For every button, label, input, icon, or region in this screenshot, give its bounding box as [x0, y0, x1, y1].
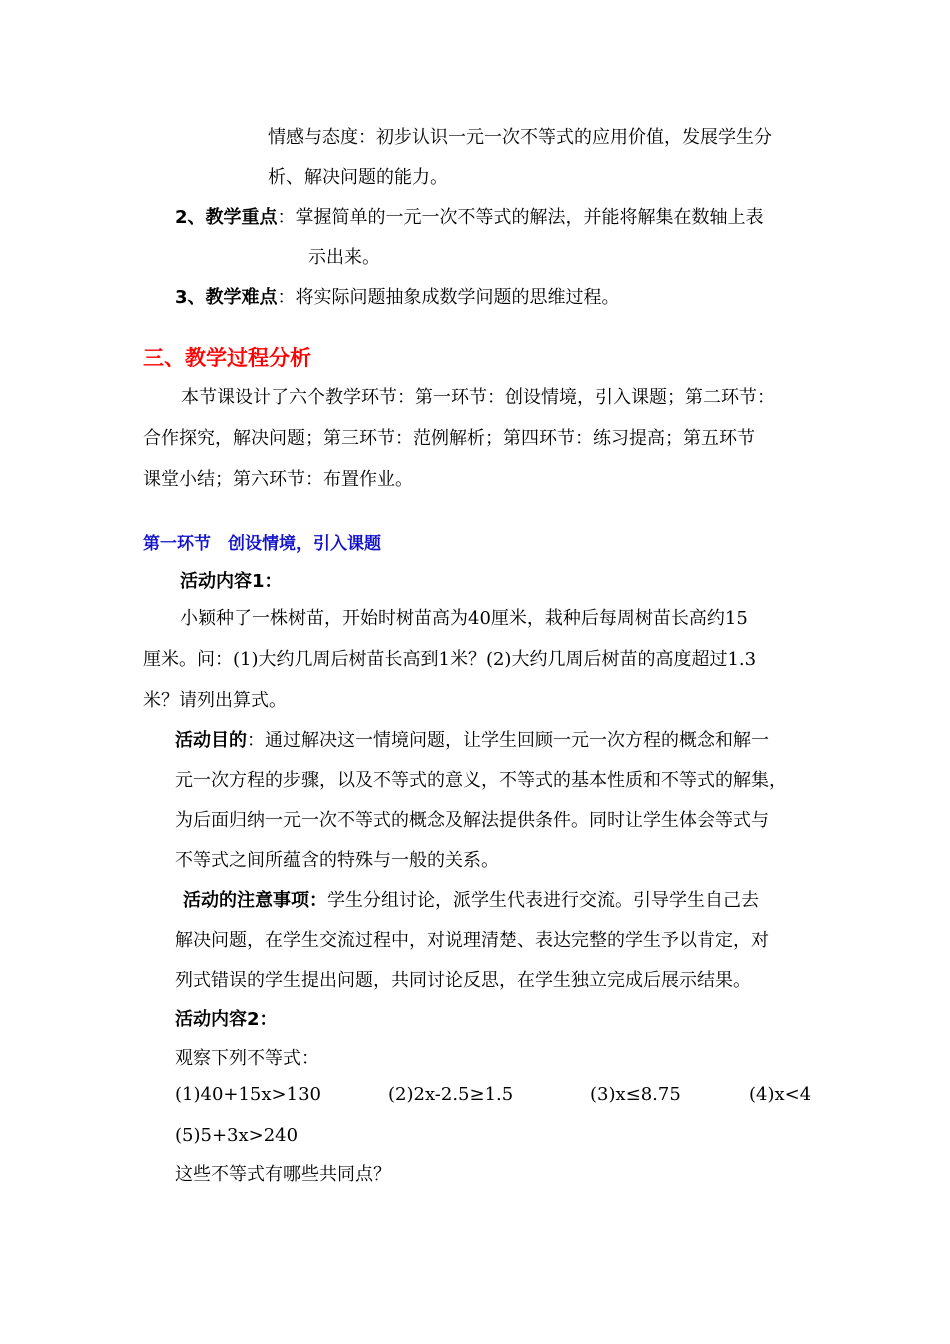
activity-notes-label: 活动的注意事项：	[183, 890, 327, 911]
teaching-difficulty-text: ：将实际问题抽象成数学问题的思维过程。	[277, 287, 620, 308]
activity-1-line-1: 小颖种了一株树苗，开始时树苗高为40厘米，栽种后每周树苗长高约15	[180, 608, 748, 629]
activity-notes-text: 学生分组讨论，派学生代表进行交流。引导学生自己去	[327, 890, 759, 911]
inequality-3: (3)x≤8.75	[590, 1084, 681, 1105]
teaching-focus	[175, 206, 764, 230]
activity-goal-text: ：通过解决这一情境问题，让学生回顾一元一次方程的概念和解一	[247, 730, 769, 751]
activity-1-line-3: 米？请列出算式。	[143, 690, 287, 711]
subsection-title: 第一环节 创设情境，引入课题	[143, 534, 381, 554]
activity-goal	[175, 729, 769, 753]
inequality-2: (2)2x-2.5≥1.5	[388, 1084, 514, 1105]
process-paragraph-line-3: 课堂小结；第六环节：布置作业。	[143, 469, 413, 490]
activity-goal-line-3: 为后面归纳一元一次不等式的概念及解法提供条件。同时让学生体会等式与	[175, 810, 769, 831]
activity-1-line-2: 厘米。问：(1)大约几周后树苗长高到1米？(2)大约几周后树苗的高度超过1.3	[143, 649, 757, 670]
activity-notes-line-2: 解决问题，在学生交流过程中，对说理清楚、表达完整的学生予以肯定，对	[175, 930, 769, 951]
activity-content-2-label: 活动内容2：	[175, 1009, 278, 1030]
process-paragraph-line-1: 本节课设计了六个教学环节：第一环节：创设情境，引入课题；第二环节：	[181, 387, 775, 408]
teaching-focus-text: ：掌握简单的一元一次不等式的解法，并能将解集在数轴上表	[277, 207, 764, 228]
inequality-5: (5)5+3x>240	[175, 1125, 299, 1146]
common-points-question: 这些不等式有哪些共同点？	[175, 1164, 391, 1185]
observe-prompt: 观察下列不等式：	[175, 1048, 319, 1069]
teaching-focus-line-2: 示出来。	[308, 247, 380, 268]
activity-goal-line-4: 不等式之间所蕴含的特殊与一般的关系。	[175, 850, 499, 871]
teaching-focus-label: 2、教学重点	[175, 207, 278, 228]
inequality-1: (1)40+15x>130	[175, 1084, 321, 1105]
activity-goal-label: 活动目的	[175, 730, 247, 751]
teaching-difficulty-label: 3、教学难点	[175, 287, 278, 308]
section-title: 三、教学过程分析	[143, 346, 311, 370]
activity-notes-line-3: 列式错误的学生提出问题，共同讨论反思，在学生独立完成后展示结果。	[175, 970, 751, 991]
inequality-4: (4)x<4	[749, 1084, 812, 1105]
process-paragraph-line-2: 合作探究，解决问题；第三环节：范例解析；第四环节：练习提高；第五环节	[143, 428, 755, 449]
emotion-attitude-line-1: 情感与态度：初步认识一元一次不等式的应用价值，发展学生分	[268, 127, 772, 148]
emotion-attitude-line-2: 析、解决问题的能力。	[268, 167, 448, 188]
activity-notes	[183, 889, 759, 913]
teaching-difficulty	[175, 286, 620, 310]
activity-content-1-label: 活动内容1：	[180, 571, 283, 592]
activity-goal-line-2: 元一次方程的步骤，以及不等式的意义，不等式的基本性质和不等式的解集，	[175, 770, 787, 791]
